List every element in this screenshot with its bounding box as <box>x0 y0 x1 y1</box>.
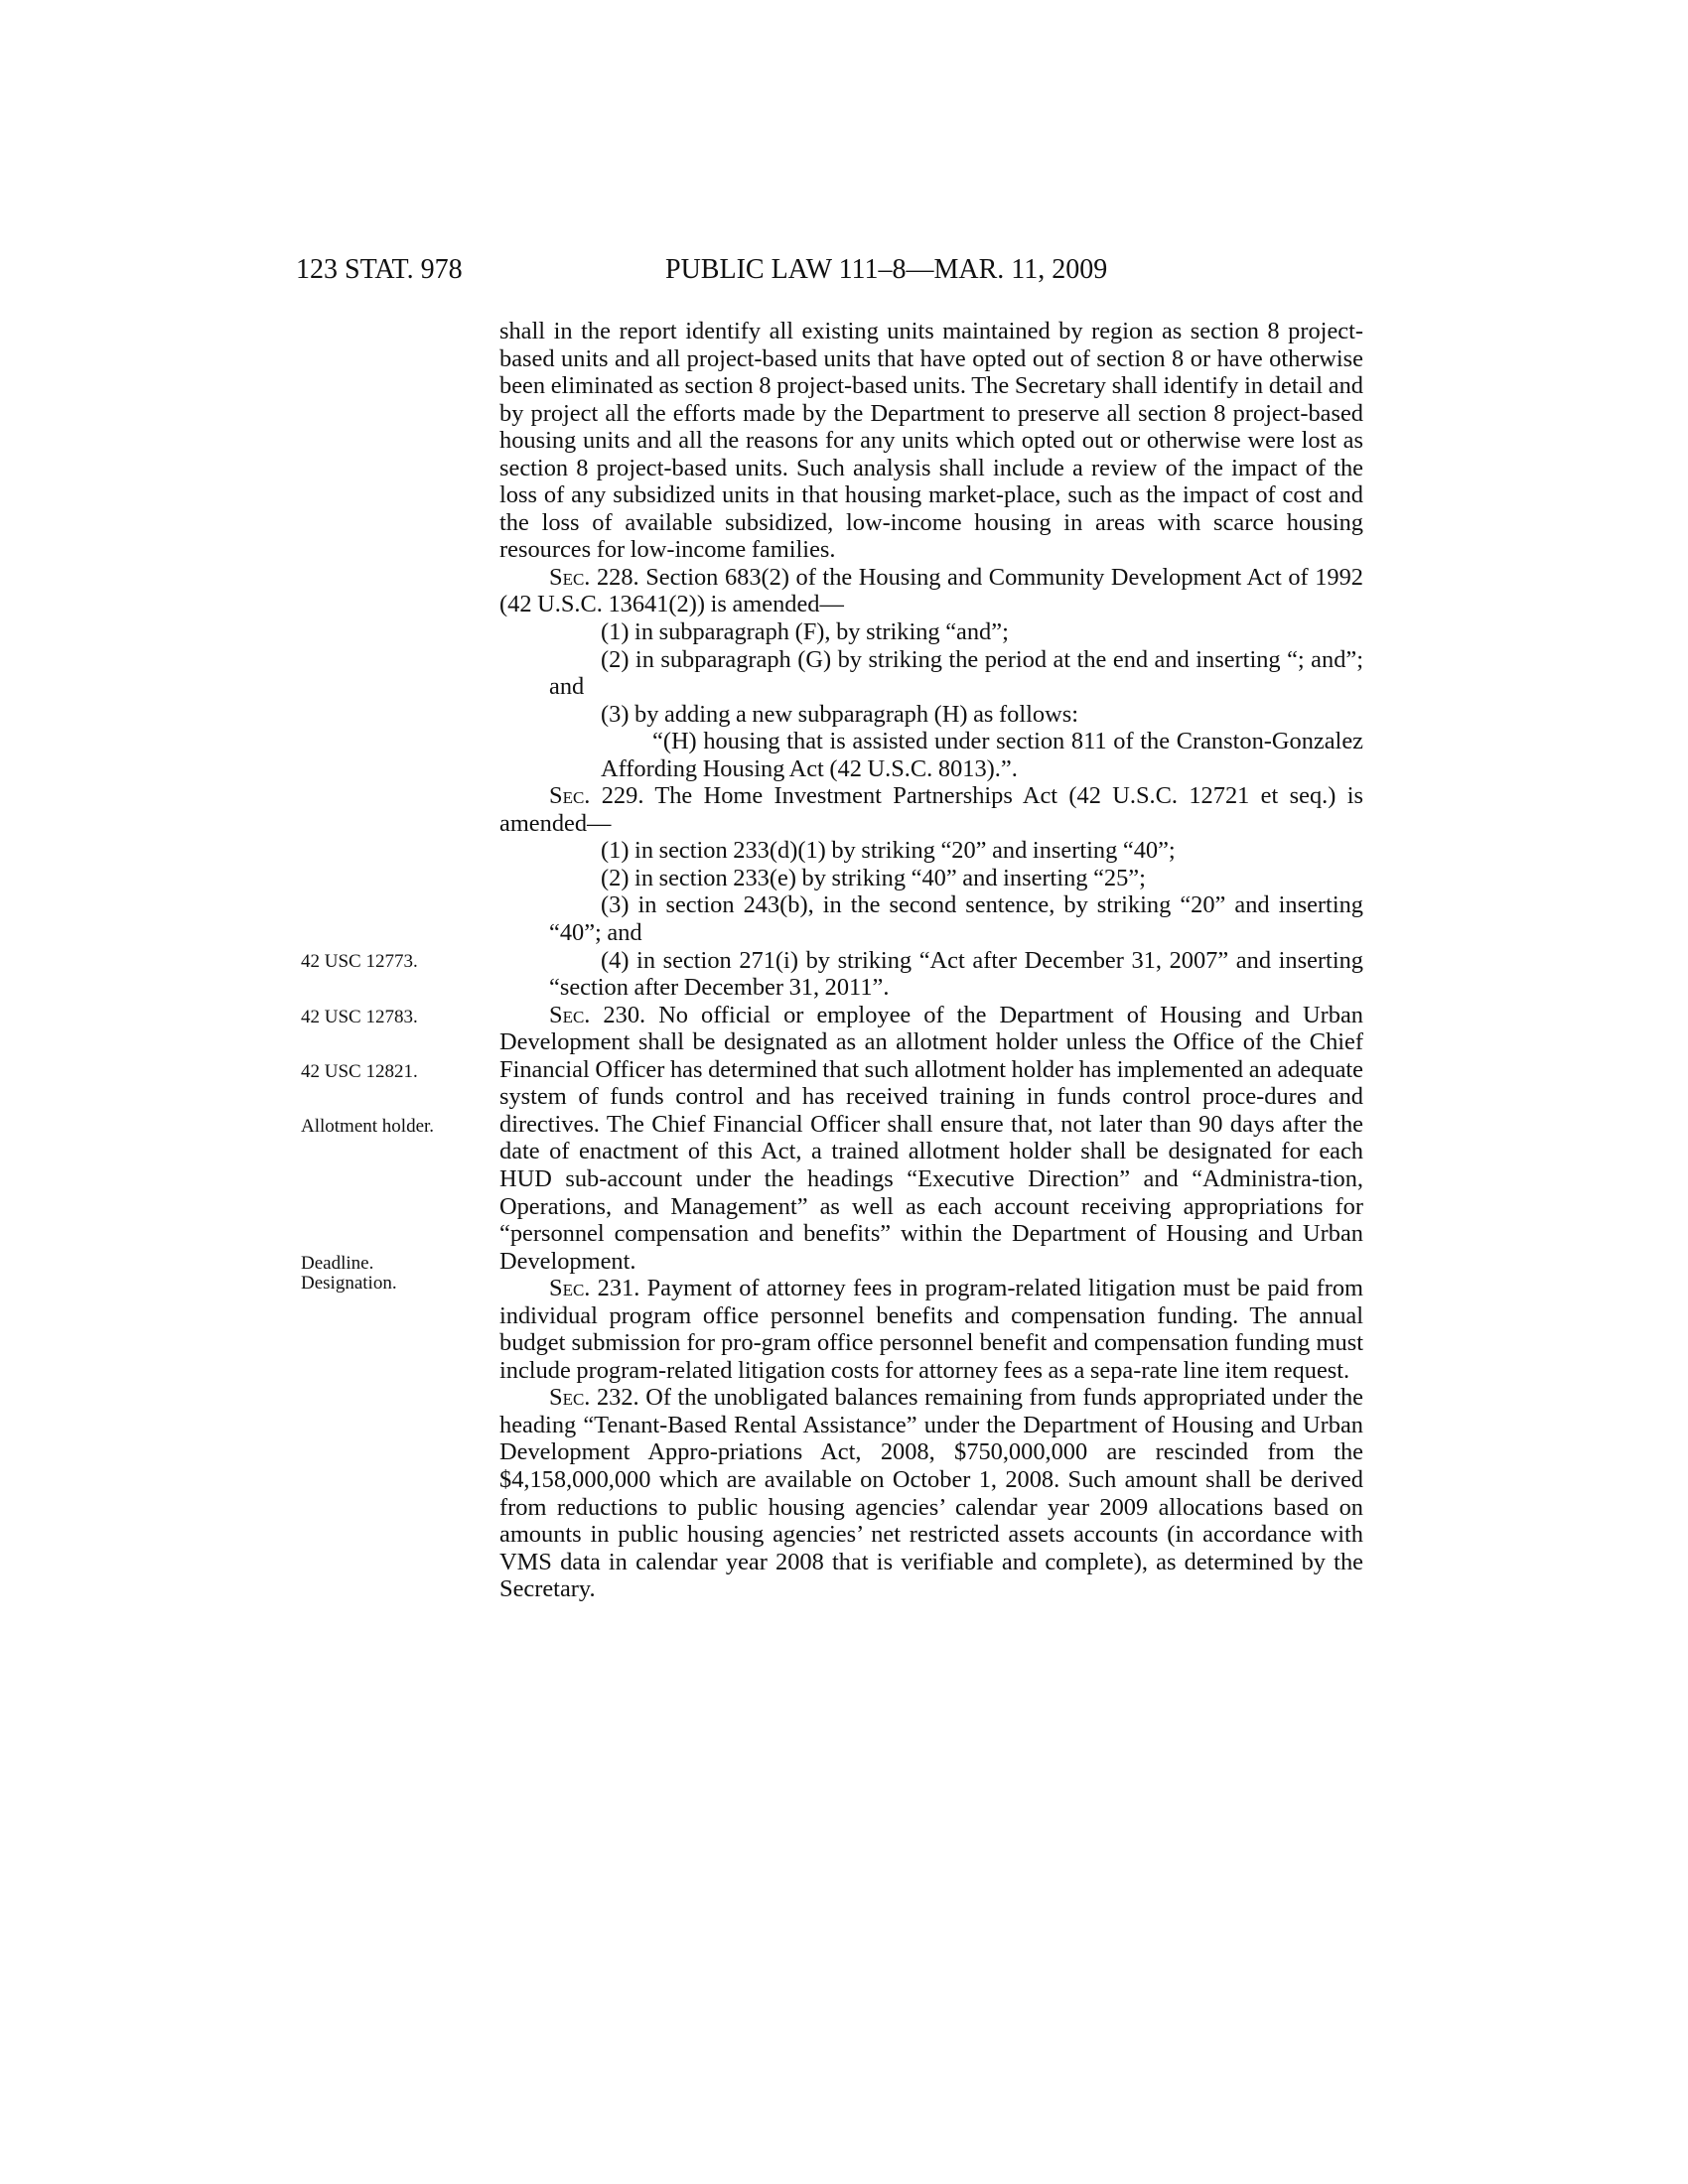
section-231 <box>499 1275 1363 1384</box>
section-230-label: Sec. 230. <box>549 1001 646 1028</box>
section-229-label: Sec. 229. <box>549 782 644 810</box>
public-law-title: PUBLIC LAW 111–8—MAR. 11, 2009 <box>665 254 1108 285</box>
section-229-text: The Home Investment Partnerships Act (42 U.S.C. 12721 et seq.) is amended— <box>499 782 1363 837</box>
margin-note-designation: Designation. <box>301 1273 397 1294</box>
running-header <box>0 254 1688 290</box>
margin-note-deadline: Deadline. <box>301 1253 374 1274</box>
stat-page-number: 123 STAT. 978 <box>296 254 463 285</box>
section-229-item-4: (4) in section 271(i) by striking “Act after December 31, 2007” and inserting “section after December 31, 2011”. <box>549 946 1363 1002</box>
section-230 <box>499 1002 1363 1275</box>
section-228 <box>499 564 1363 618</box>
section-231-label: Sec. 231. <box>549 1275 640 1302</box>
margin-note-allotment-holder: Allotment holder. <box>301 1116 435 1137</box>
section-228-subparagraph-h: “(H) housing that is assisted under section 811 of the Cranston-Gonzalez Affording Housing Act (42 U.S.C. 8013).”. <box>601 728 1363 782</box>
section-228-item-3: (3) by adding a new subparagraph (H) as follows: <box>601 700 1078 728</box>
section-228-label: Sec. 228. <box>549 563 639 591</box>
body-text <box>499 318 1363 1603</box>
section-228-item-2: (2) in subparagraph (G) by striking the period at the end and inserting “; and”; and <box>549 645 1363 701</box>
section-229-item-2: (2) in section 233(e) by striking “40” and inserting “25”; <box>601 864 1146 891</box>
section-231-text: Payment of attorney fees in program-related litigation must be paid from individual program office personnel benefits and compensation funding. The annual budget submission for pro-gram office personnel benefit and compensation funding must include program-related litigation costs for attorney fees as a sepa-rate line item request. <box>499 1275 1363 1384</box>
section-229 <box>499 782 1363 837</box>
section-232-label: Sec. 232. <box>549 1384 639 1412</box>
section-232-text: Of the unobligated balances remaining from funds appropriated under the heading “Tenant-Based Rental Assistance” under the Department of Housing and Urban Development Appro-priations Act, 2008, $750,000,000 are rescinded from the $4,158,000,000 which are available on October 1, 2008. Such amount shall be derived from reductions to public housing agencies’ calendar year 2009 allocations based on amounts in public housing agencies’ net restricted assets accounts (in accordance with VMS data in calendar year 2008 that is verifiable and complete), as determined by the Secretary. <box>499 1384 1363 1603</box>
section-232 <box>499 1384 1363 1602</box>
section-230-text: No official or employee of the Department of Housing and Urban Development shall be designated as an allotment holder unless the Office of the Chief Financial Officer has determined that such allotment holder has implemented an adequate system of funds control and has received training in funds control proce-dures and directives. The Chief Financial Officer shall ensure that, not later than 90 days after the date of enactment of this Act, a trained allotment holder shall be designated for each HUD sub-account under the headings “Executive Direction” and “Administra-tion, Operations, and Management” as well as each account receiving appropriations for “personnel compensation and benefits” within the Department of Housing and Urban Development. <box>499 1001 1363 1275</box>
margin-note-42usc12773: 42 USC 12773. <box>301 951 418 972</box>
margin-note-42usc12821: 42 USC 12821. <box>301 1061 418 1082</box>
section-229-item-3: (3) in section 243(b), in the second sentence, by striking “20” and inserting “40”; and <box>549 891 1363 947</box>
section-228-item-1: (1) in subparagraph (F), by striking “and”; <box>601 618 1009 646</box>
section-228-text: Section 683(2) of the Housing and Community Development Act of 1992 (42 U.S.C. 13641(2)) is amended— <box>499 563 1363 618</box>
section-229-item-1: (1) in section 233(d)(1) by striking “20” and inserting “40”; <box>601 837 1176 865</box>
margin-note-42usc12783: 42 USC 12783. <box>301 1007 418 1027</box>
paragraph-report-identify: shall in the report identify all existing units maintained by region as section 8 project-based units and all project-based units that have opted out of section 8 or have otherwise been eliminated as section 8 project-based units. The Secretary shall identify in detail and by project all the efforts made by the Department to preserve all section 8 project-based housing units and all the reasons for any units which opted out or otherwise were lost as section 8 project-based units. Such analysis shall include a review of the impact of the loss of any subsidized units in that housing market-place, such as the impact of cost and the loss of available subsidized, low-income housing in areas with scarce housing resources for low-income families. <box>499 318 1363 564</box>
